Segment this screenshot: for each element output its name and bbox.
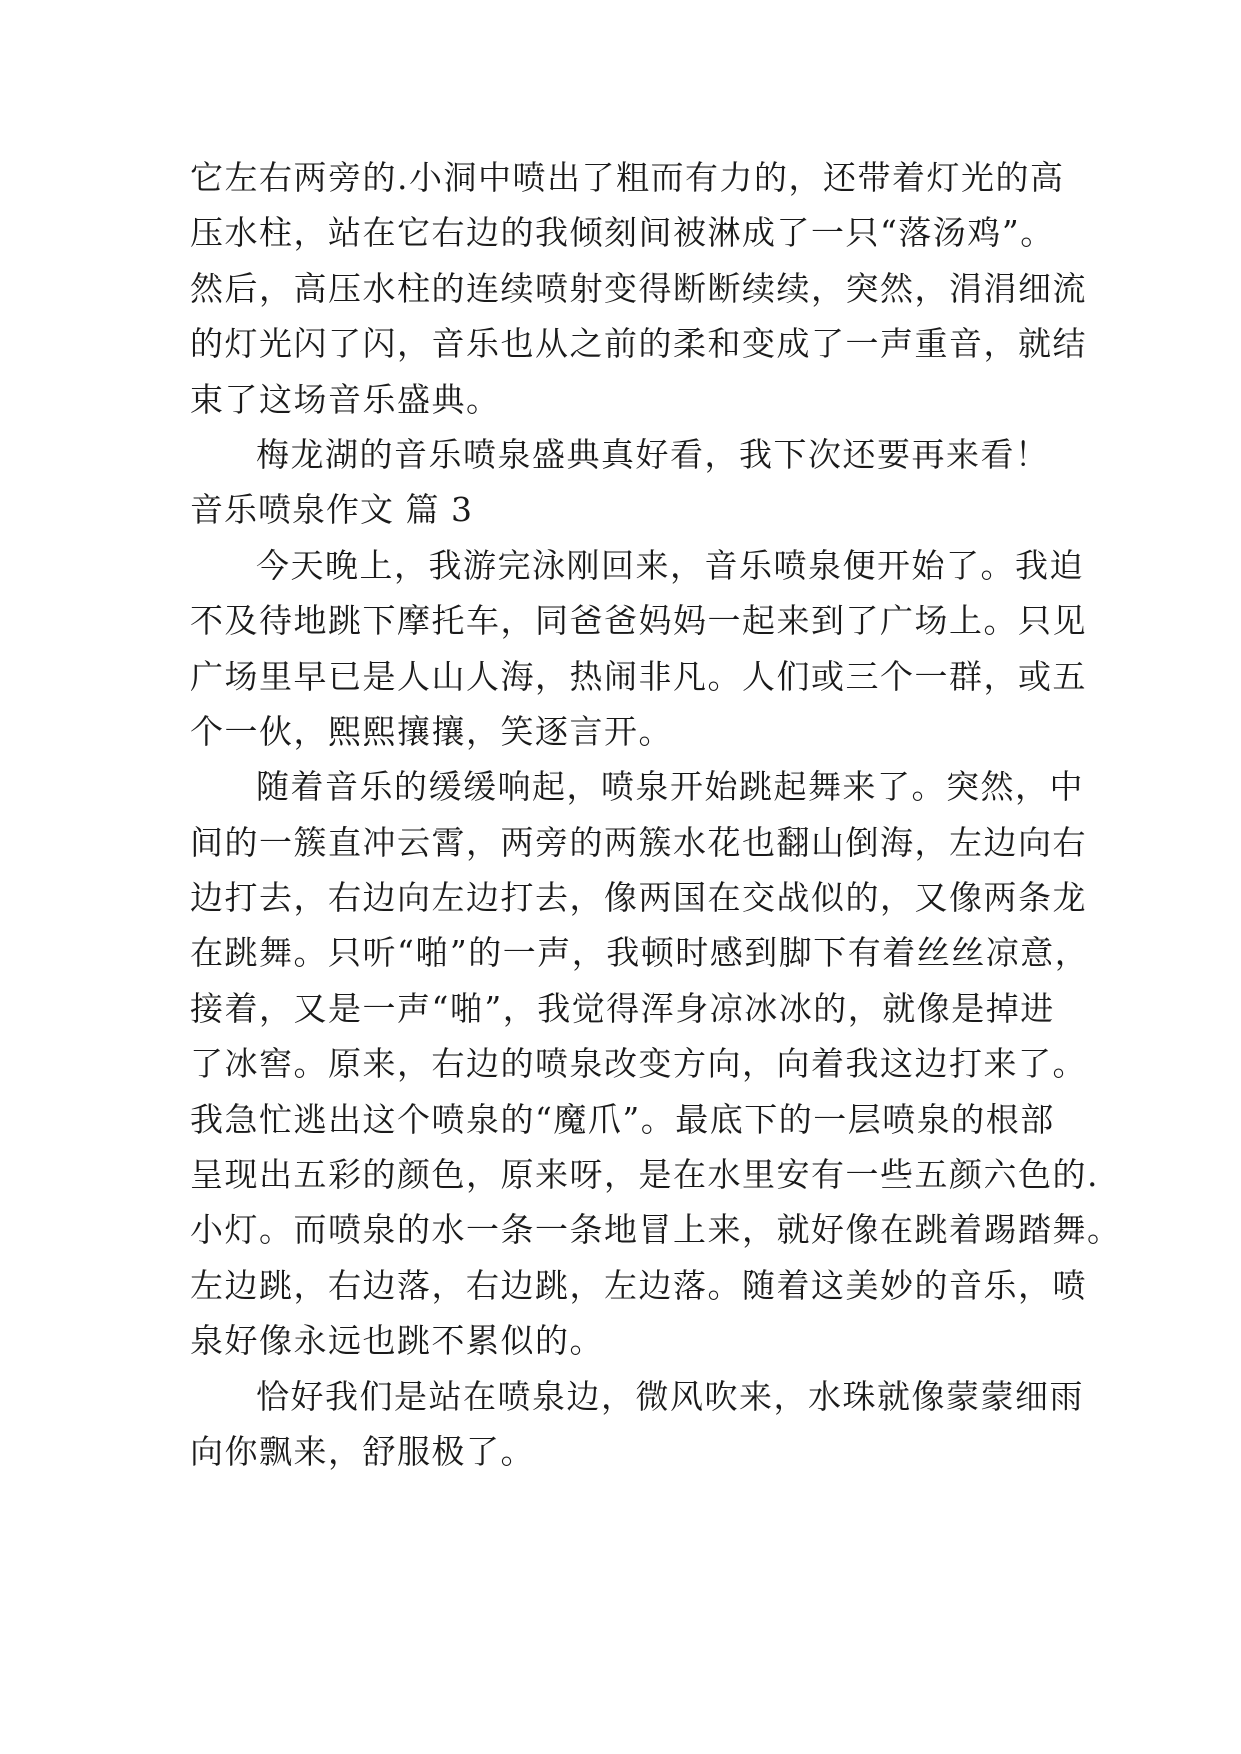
paragraph-line: 我急忙逃出这个喷泉的“魔爪”。最底下的一层喷泉的根部 [190,1099,1055,1139]
paragraph-line: 个一伙，熙熙攘攘，笑逐言开。 [190,711,673,751]
paragraph-line: 了冰窖。原来，右边的喷泉改变方向，向着我这边打来了。 [190,1044,1087,1084]
section-heading: 音乐喷泉作文 篇 3 [190,490,473,530]
paragraph-line: 束了这场音乐盛典。 [190,379,501,419]
paragraph-line: 不及待地跳下摩托车，同爸爸妈妈一起来到了广场上。只见 [190,601,1087,641]
paragraph-line: 在跳舞。只听“啪”的一声，我顿时感到脚下有着丝丝凉意， [190,933,1090,973]
paragraph-line: 接着，又是一声“啪”，我觉得浑身凉冰冰的，就像是掉进 [190,988,1055,1028]
paragraph-line: 广场里早已是人山人海，热闹非凡。人们或三个一群，或五 [190,656,1087,696]
paragraph-line: 压水柱，站在它右边的我倾刻间被淋成了一只“落汤鸡”。 [190,213,1055,253]
paragraph-line: 边打去，右边向左边打去，像两国在交战似的，又像两条龙 [190,878,1087,918]
paragraph-line: 恰好我们是站在喷泉边，微风吹来，水珠就像蒙蒙细雨 [256,1376,1084,1416]
paragraph-line: 呈现出五彩的颜色，原来呀，是在水里安有一些五颜六色的. [190,1155,1099,1195]
paragraph-line: 左边跳，右边落，右边跳，左边落。随着这美妙的音乐，喷 [190,1265,1087,1305]
paragraph-line: 它左右两旁的.小洞中喷出了粗而有力的，还带着灯光的高 [190,158,1065,197]
paragraph-line: 向你飘来，舒服极了。 [190,1431,535,1471]
paragraph-line: 小灯。而喷泉的水一条一条地冒上来，就好像在跳着踢踏舞。 [190,1210,1122,1250]
paragraph-line: 间的一簇直冲云霄，两旁的两簇水花也翻山倒海，左边向右 [190,822,1087,862]
paragraph-line: 随着音乐的缓缓响起，喷泉开始跳起舞来了。突然，中 [256,767,1084,807]
paragraph-line: 今天晚上，我游完泳刚回来，音乐喷泉便开始了。我迫 [256,545,1084,585]
paragraph-line: 泉好像永远也跳不累似的。 [190,1321,604,1361]
paragraph-line: 然后，高压水柱的连续喷射变得断断续续，突然，涓涓细流 [190,268,1087,308]
document-body [190,150,1122,1479]
paragraph-line: 的灯光闪了闪，音乐也从之前的柔和变成了一声重音，就结 [190,324,1087,364]
paragraph-line: 梅龙湖的音乐喷泉盛典真好看，我下次还要再来看！ [256,434,1050,474]
